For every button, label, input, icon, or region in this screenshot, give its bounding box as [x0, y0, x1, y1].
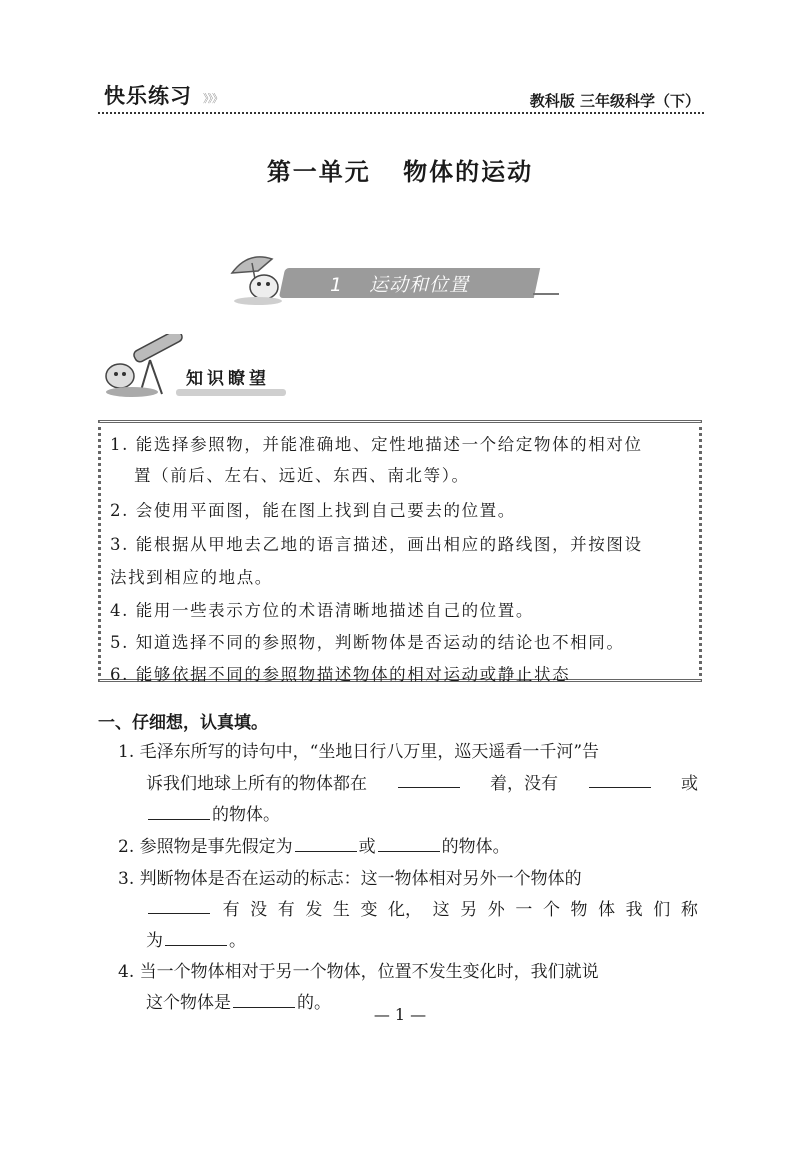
q3-char: 化， [388, 900, 423, 920]
unit-title: 第一单元 物体的运动 [266, 157, 534, 186]
series-title: 快乐练习 [104, 84, 192, 108]
q4-text-a: 这个物体是 [146, 993, 231, 1013]
q3-char: 发 [305, 900, 323, 920]
q3-char: 体 [598, 900, 616, 920]
edition-label: 教科版 三年级科学（下） [529, 92, 700, 110]
question-1-line-2 [146, 769, 698, 800]
knowledge-label: 知识瞭望 [186, 369, 270, 389]
objective-line: 2. 会使用平面图，能在图上找到自己要去的位置。 [110, 501, 516, 520]
q3-char: 这 [432, 900, 450, 920]
q1-text-d: 的物体。 [212, 805, 280, 825]
question-1-line-1: 1. 毛泽东所写的诗句中，“坐地日行八万里，巡天遥看一千河”告 [118, 742, 600, 762]
q1-text-b: 着，没有 [490, 774, 558, 794]
answer-blank[interactable] [295, 833, 357, 852]
answer-blank[interactable] [148, 801, 210, 820]
question-3-line-2 [146, 895, 698, 926]
q3-char: 变 [360, 900, 378, 920]
q3-char: 一 [515, 900, 533, 920]
q3-text-a: 为 [146, 931, 163, 951]
objective-line: 1. 能选择参照物，并能准确地、定性地描述一个给定物体的相对位 [110, 435, 643, 454]
q3-char: 另 [460, 900, 478, 920]
page-number: — 1 — [373, 1005, 427, 1024]
banner-underline [533, 293, 559, 295]
q1-text-a: 诉我们地球上所有的物体都在 [146, 774, 367, 794]
question-3-line-3 [146, 926, 726, 957]
question-1-line-3 [146, 800, 726, 831]
answer-blank[interactable] [165, 927, 227, 946]
lesson-title: 运动和位置 [369, 274, 470, 296]
objective-line: 法找到相应的地点。 [110, 568, 273, 587]
objective-line: 3. 能根据从甲地去乙地的语言描述，画出相应的路线图，并按图设 [110, 535, 643, 554]
q3-char: 有 [222, 900, 240, 920]
answer-blank[interactable] [589, 769, 651, 788]
q3-char: 们 [653, 900, 671, 920]
q3-char: 个 [542, 900, 560, 920]
q2-text-b: 或 [358, 837, 376, 857]
q3-char: 没 [250, 900, 268, 920]
question-2 [118, 832, 698, 863]
question-3-line-1: 3. 判断物体是否在运动的标志：这一物体相对另外一个物体的 [118, 869, 582, 889]
q3-char: 生 [332, 900, 350, 920]
q2-text-c: 的物体。 [441, 837, 510, 857]
q3-text-b: 。 [229, 931, 246, 951]
q3-char: 外 [487, 900, 505, 920]
q3-char: 称 [680, 900, 698, 920]
mascot-icon [228, 249, 290, 307]
q3-char: 有 [277, 900, 295, 920]
lesson-heading [330, 270, 469, 297]
section-title: 一、仔细想，认真填。 [98, 713, 268, 733]
header-divider [98, 112, 704, 114]
q3-char: 我 [625, 900, 643, 920]
q1-text-c: 或 [681, 774, 698, 794]
objective-line: 5. 知道选择不同的参照物，判断物体是否运动的结论也不相同。 [110, 633, 625, 652]
objective-line: 4. 能用一些表示方位的术语清晰地描述自己的位置。 [110, 601, 534, 620]
answer-blank[interactable] [398, 769, 460, 788]
lesson-number: 1 [330, 274, 344, 296]
answer-blank[interactable] [148, 895, 210, 914]
question-4-line-1: 4. 当一个物体相对于另一个物体，位置不发生变化时，我们就说 [118, 962, 599, 982]
answer-blank[interactable] [378, 833, 440, 852]
q4-text-b: 的。 [297, 993, 331, 1013]
chevrons-icon: 》》》 [203, 92, 222, 105]
objective-line: 置（前后、左右、远近、东西、南北等）。 [134, 466, 470, 485]
objective-line: 6. 能够依据不同的参照物描述物体的相对运动或静止状态 [110, 665, 571, 684]
q3-char: 物 [570, 900, 588, 920]
label-underline [176, 389, 286, 396]
q2-text-a: 2. 参照物是事先假定为 [118, 837, 293, 857]
